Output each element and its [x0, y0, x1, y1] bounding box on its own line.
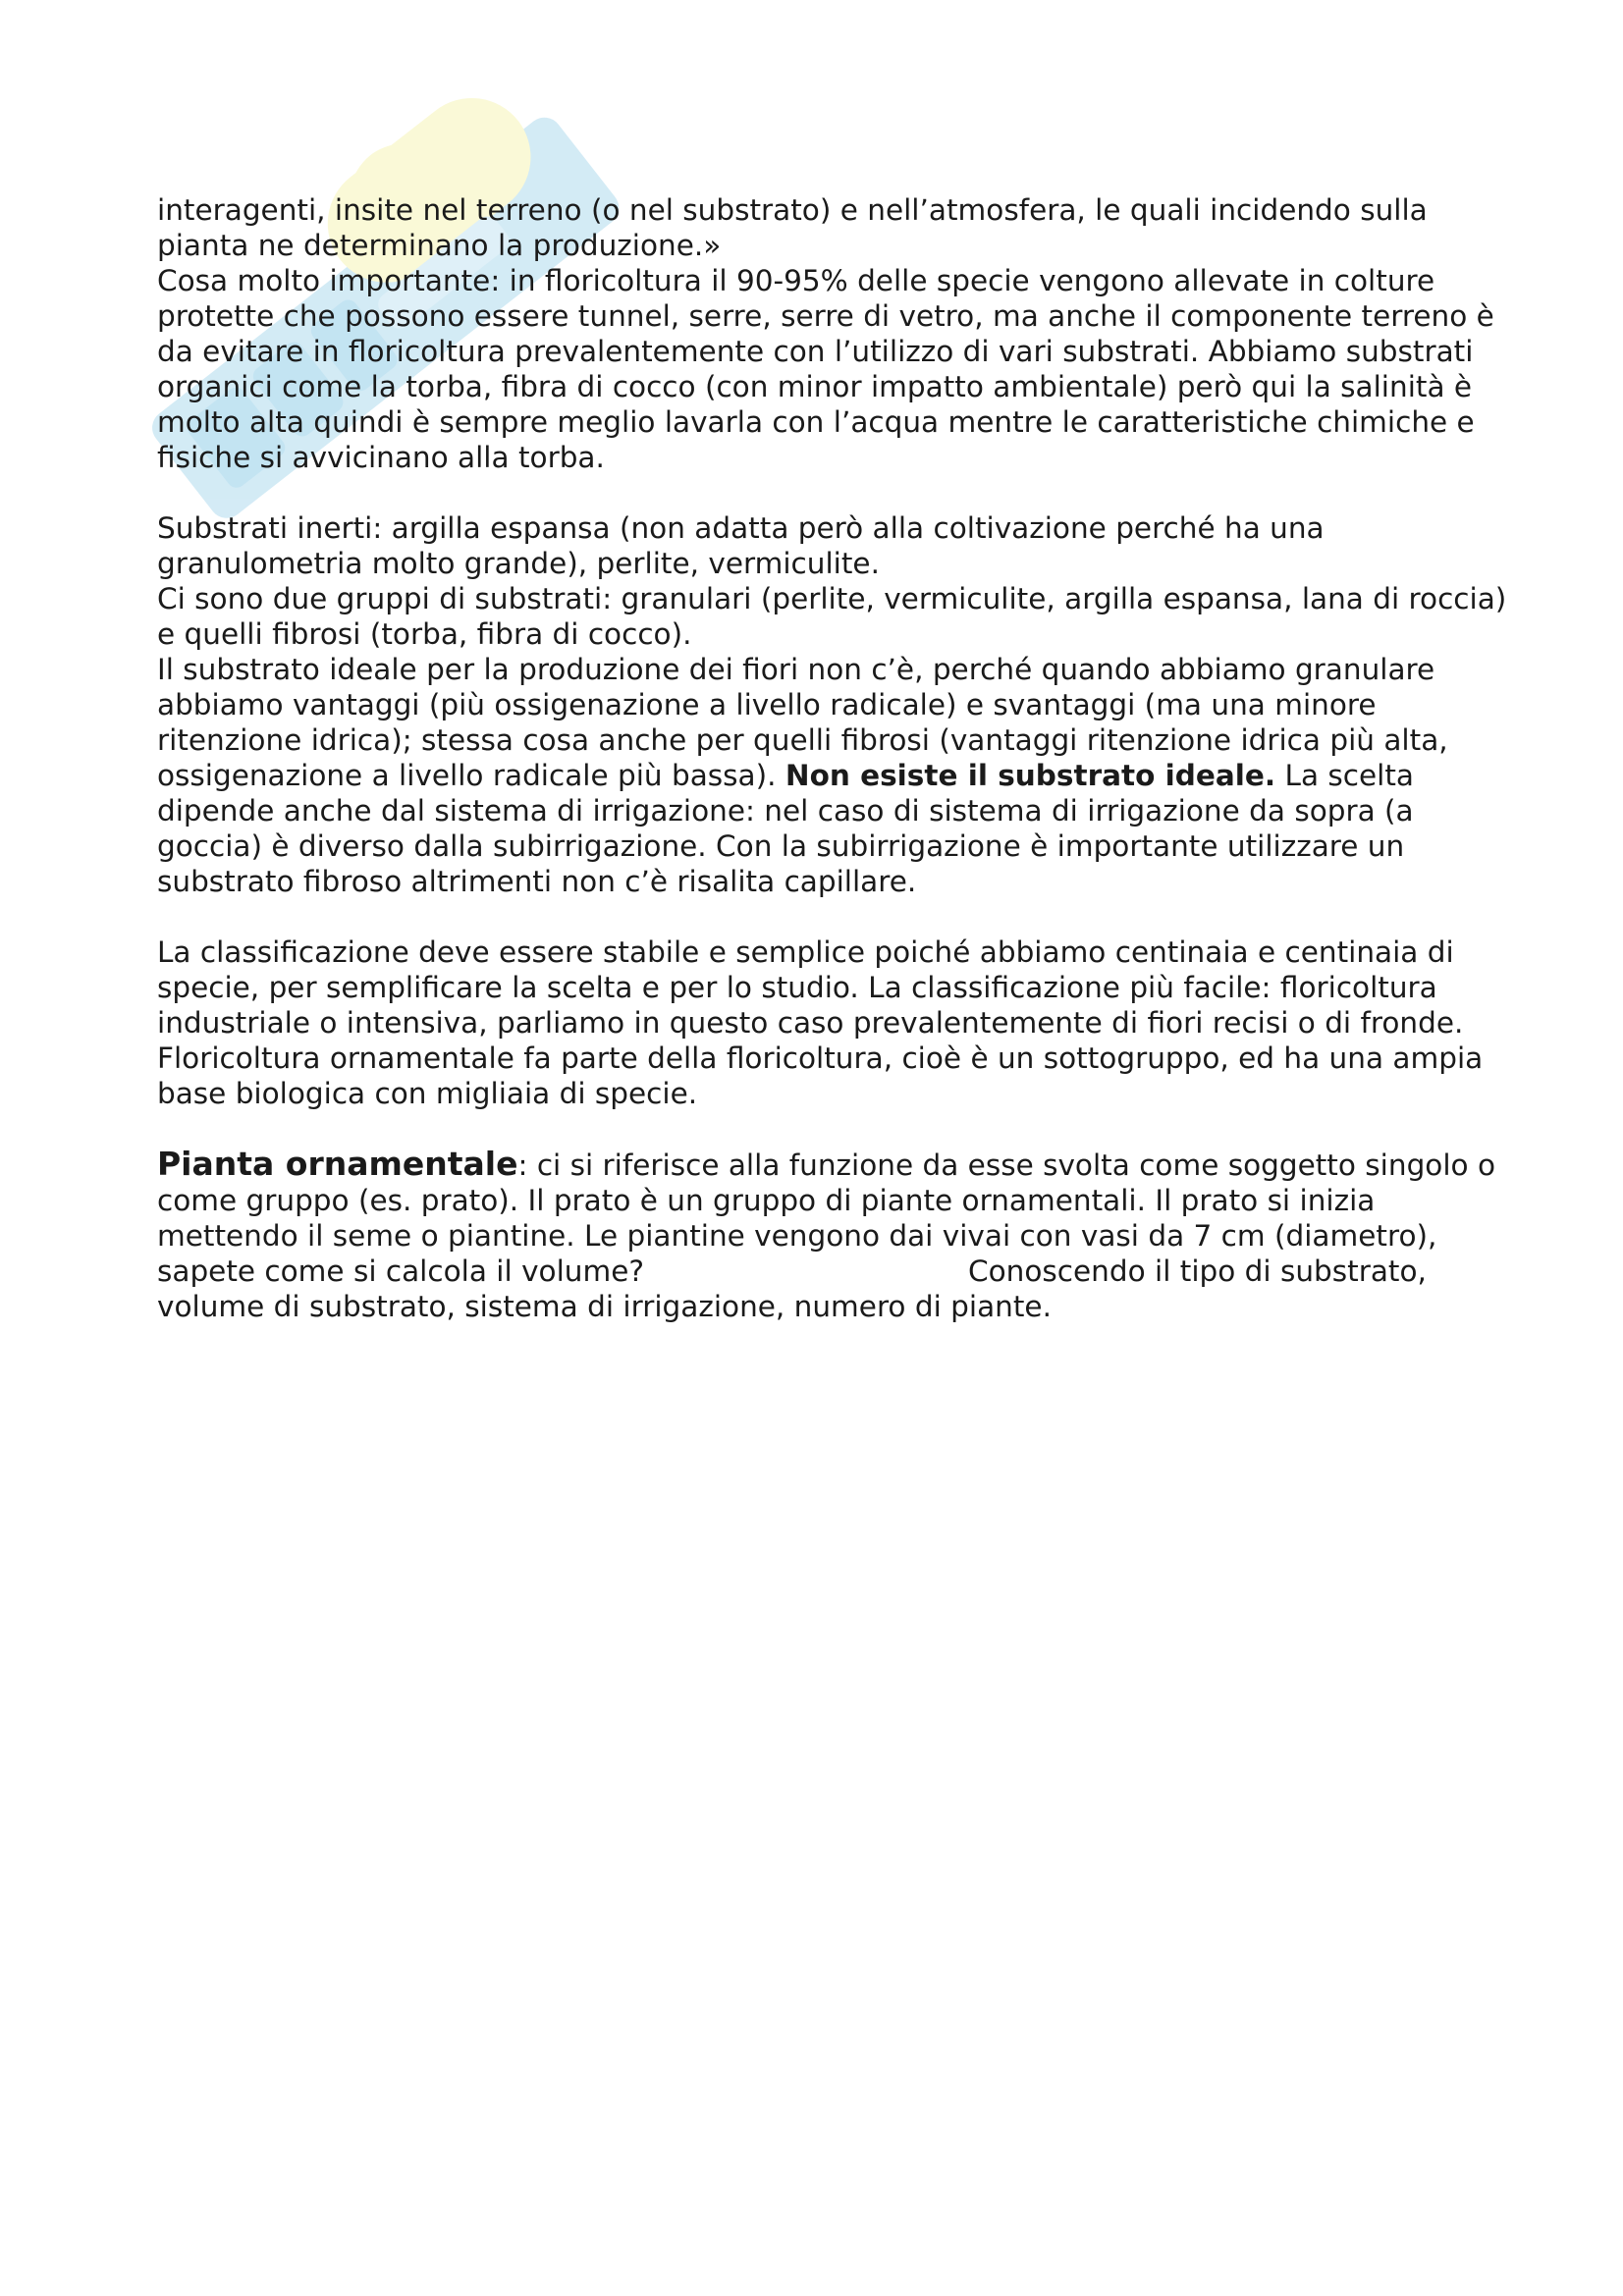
paragraph-8-text-a: : ci si riferisce alla funzione da esse svolta come soggetto singolo o come gruppo (es. prato). Il prato è un gruppo di piante ornamentali. Il prato si inizia mettendo il seme o piantine. Le piantine vengono dai vivai con vasi da 7 cm (diametro), sapete come si calcola il volume? — [157, 1148, 1496, 1288]
paragraph-gap — [157, 1111, 1512, 1147]
paragraph-5 — [157, 652, 1512, 899]
paragraph-5-bold: Non esiste il substrato ideale. — [784, 759, 1276, 792]
paragraph-5-text-b: La scelta dipende anche dal sistema di irrigazione: nel caso di sistema di irrigazione da sopra (a goccia) è diverso dalla subirrigazione. Con la subirrigazione è importante utilizzare un substrato fibroso altrimenti non c’è risalita capillare. — [157, 759, 1414, 898]
paragraph-gap — [157, 475, 1512, 510]
paragraph-8-text-b: Conoscendo il tipo di substrato, volume di substrato, sistema di irrigazione, numero di piante. — [157, 1255, 1427, 1323]
paragraph-8 — [157, 1147, 1512, 1324]
paragraph-7: Floricoltura ornamentale fa parte della floricoltura, cioè è un sottogruppo, ed ha una ampia base biologica con migliaia di specie. — [157, 1041, 1484, 1110]
paragraph-2: Cosa molto importante: in floricoltura il 90-95% delle specie vengono allevate in colture protette che possono essere tunnel, serre, serre di vetro, ma anche il componente terreno è da evitare in floricoltura prevalentemente con l’utilizzo di vari substrati. Abbiamo substrati organici come la torba, fibra di cocco (con minor impatto ambientale) però qui la salinità è molto alta quindi è sempre meglio lavarla con l’acqua mentre le caratteristiche chimiche e fisiche si avvicinano alla torba. — [157, 264, 1494, 474]
paragraph-5-text-a: Il substrato ideale per la produzione dei fiori non c’è, perché quando abbiamo granulare abbiamo vantaggi (più ossigenazione a livello radicale) e svantaggi (ma una minore ritenzione idrica); stessa cosa anche per quelli fibrosi (vantaggi ritenzione idrica più alta, ossigenazione a livello radicale più bassa). — [157, 653, 1448, 792]
paragraph-gap — [157, 899, 1512, 934]
paragraph-3: Substrati inerti: argilla espansa (non adatta però alla coltivazione perché ha una granulometria molto grande), perlite, vermiculite. — [157, 511, 1325, 580]
paragraph-6: La classificazione deve essere stabile e semplice poiché abbiamo centinaia e centinaia di specie, per semplificare la scelta e per lo studio. La classificazione più facile: floricoltura industriale o intensiva, parliamo in questo caso prevalentemente di fiori recisi o di fronde. — [157, 935, 1464, 1040]
paragraph-1: interagenti, insite nel terreno (o nel substrato) e nell’atmosfera, le quali incidendo sulla pianta ne determinano la produzione.» — [157, 193, 1428, 262]
paragraph-4: Ci sono due gruppi di substrati: granulari (perlite, vermiculite, argilla espansa, lana di roccia) e quelli fibrosi (torba, fibra di cocco). — [157, 582, 1507, 651]
section-heading: Pianta ornamentale — [157, 1145, 518, 1183]
document-body — [157, 192, 1512, 1324]
